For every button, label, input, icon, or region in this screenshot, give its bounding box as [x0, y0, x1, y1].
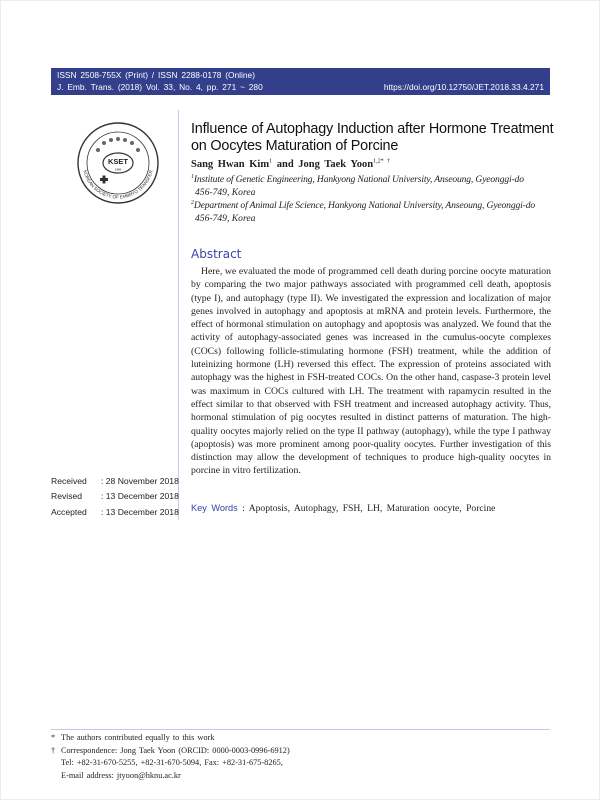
footnote-email[interactable]: E-mail address: jtyoon@hknu.ac.kr [61, 770, 181, 780]
authors-joiner: and [276, 159, 294, 170]
footnote-tel-fax: Tel: +82-31-670-5255, +82-31-670-5094, Fax: +82-31-675-8265, [61, 758, 283, 768]
logo-year: 1986 [114, 167, 122, 172]
keywords-separator: : [237, 503, 249, 514]
footnote-text: Correspondence: Jong Taek Yoon (ORCID: 0000-0003-0996-6912) [61, 745, 290, 755]
footnote-correspondence [51, 745, 290, 758]
footnote-text: The authors contributed equally to this work [61, 733, 215, 742]
affiliation-mark: 2 [191, 199, 194, 206]
society-seal-icon [76, 121, 160, 205]
author-name: Jong Taek Yoon [298, 159, 374, 170]
keywords-label: Key Words [191, 503, 238, 513]
date-label: Accepted [51, 506, 87, 517]
date-accepted [51, 505, 179, 520]
submission-dates [51, 474, 179, 520]
author-list [191, 158, 390, 171]
date-value: : 13 December 2018 [101, 506, 179, 517]
affiliation-2 [191, 200, 553, 225]
citation-line: J. Emb. Trans. (2018) Vol. 33, No. 4, pp. 271 ~ 280 [57, 82, 263, 92]
affiliation-1 [191, 174, 553, 199]
author-affiliation-mark: 1,2* † [373, 158, 391, 165]
asterisk-mark: * [51, 733, 56, 742]
journal-header-bar [51, 68, 550, 95]
date-value: : 13 December 2018 [101, 491, 179, 502]
affiliation-postcode: 456-749, Korea [195, 212, 256, 224]
affiliation-mark: 1 [191, 173, 194, 180]
affiliation-text: Institute of Genetic Engineering, Hankyong National University, Anseoung, Gyeonggi-do [193, 174, 524, 185]
doi-link[interactable]: https://doi.org/10.12750/JET.2018.33.4.271 [383, 82, 544, 92]
author-name: Sang Hwan Kim [191, 159, 270, 170]
author-affiliation-mark: 1 [269, 158, 273, 165]
abstract-body: Here, we evaluated the mode of programmed cell death during porcine oocyte maturation by comparing the two major pathways associated with programmed cell death, apoptosis (type I), and autophagy (type II). We investigated the expression and localization of major genes involved in autophagy and apoptosis at mRNA and protein levels. Furthermore, the effect of hormonal stimulation on autophagy and apoptosis was analyzed. We found that the activity of autophagy-associated genes was increased in the cumulus-oocyte complexes (COCs) following follicle-stimulating hormone (FSH) treatment, while the addition of luteinizing hormone (LH) reversed this effect. The expression of proteins associated with autophagy was the highest in FSH-treated COCs. On the other hand, caspase-3 protein level was maximum in COCs cultured with LH. The treatment with rapamycin resulted in the effect similar to that observed with FSH treatment and increased autophagy activity. Thus, hormonal stimulation of pig oocytes resulted in distinct patterns of maturation. The high-quality oocytes majorly relied on the type II pathway (autophagy), while the type I pathway (apoptosis) was more prominent among poor-quality oocytes. Further investigation of this distinction may allow the development of techniques to produce high-quality oocytes in porcine in vitro fertilization. [191, 266, 551, 477]
issn-line: ISSN 2508-755X (Print) / ISSN 2288-0178 (Online) [57, 70, 255, 80]
keywords [191, 502, 495, 515]
title-line-1: Influence of Autophagy Induction after Hormone Treatment [191, 121, 554, 137]
footnote-equal-contribution [51, 732, 290, 745]
logo-ring-text: KOREAN SOCIETY OF EMBRYO TRANSFER [82, 169, 154, 200]
title-line-2: on Oocytes Maturation of Porcine [191, 138, 399, 154]
dagger-mark: † [51, 745, 56, 755]
logo-acronym: KSET [107, 157, 129, 166]
keywords-list: Apoptosis, Autophagy, FSH, LH, Maturation oocyte, Porcine [248, 503, 496, 514]
affiliation-text: Department of Animal Life Science, Hankyong National University, Anseoung, Gyeonggi-do [193, 200, 535, 211]
article-title [191, 121, 553, 155]
date-label: Revised [51, 491, 83, 502]
affiliation-postcode: 456-749, Korea [195, 186, 256, 198]
date-value: : 28 November 2018 [101, 476, 179, 486]
date-label: Received [51, 476, 87, 486]
date-received [51, 474, 179, 489]
abstract-heading: Abstract [191, 247, 242, 261]
footnotes [51, 732, 290, 782]
footnote-divider [51, 729, 550, 730]
vertical-divider [178, 110, 179, 520]
kset-logo [76, 121, 160, 205]
date-revised [51, 489, 179, 504]
